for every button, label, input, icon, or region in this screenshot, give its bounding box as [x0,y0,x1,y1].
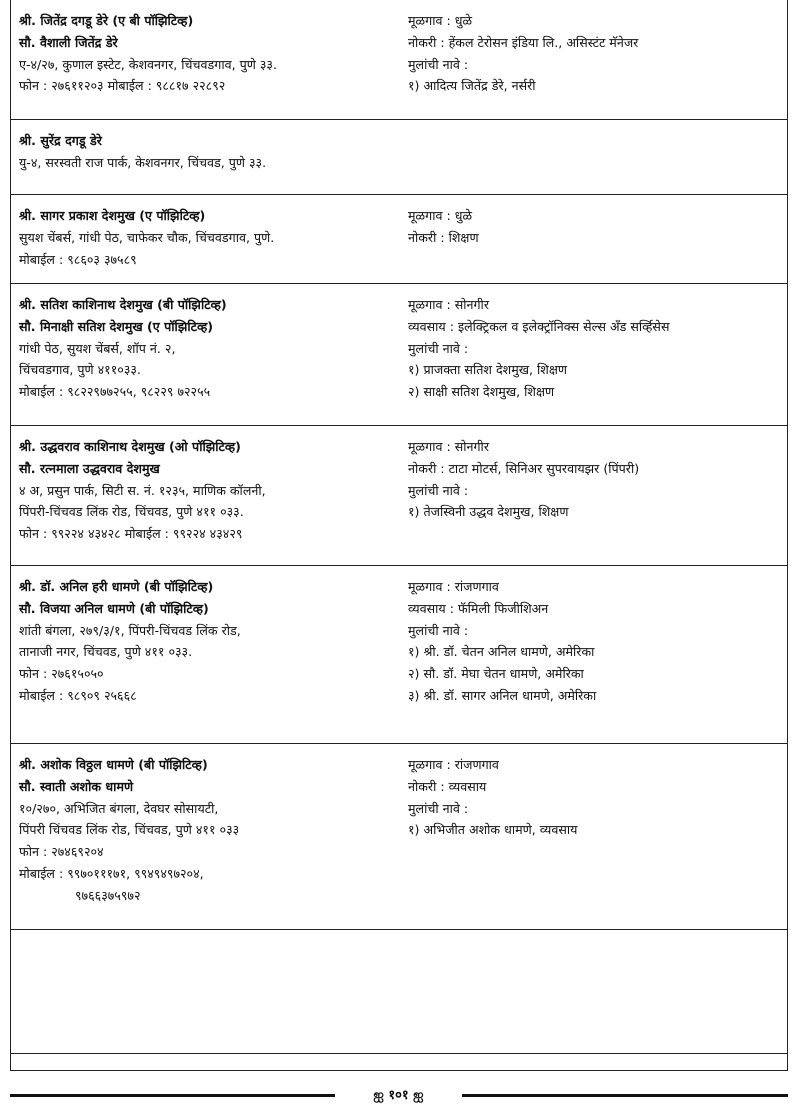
entry-text-line: ४ अ, प्रसुन पार्क, सिटी स. नं. १२३५, माणिक कॉलनी, [19,482,266,498]
entry-text-line: फोन : ९९२२४ ४३४२८ मोबाईल : ९९२२४ ४३४२९ [19,526,243,542]
entry-text-line: मुलांची नावे : [408,340,469,356]
empty-entry-box [10,930,788,1054]
entry-text-line: १) तेजस्विनी उद्धव देशमुख, शिक्षण [408,504,569,520]
entry-text-line: व्यवसाय : फॅमिली फिजीशिअन [408,600,549,616]
entry-text-line: मोबाईल : ९८६०३ ३७५८९ [19,251,137,267]
entry-details-column [408,294,780,403]
directory-entry [10,195,788,284]
entry-text-line: मोबाईल : ९८९०९ २५६६८ [19,687,137,703]
entry-name-line: श्री. सागर प्रकाश देशमुख (ए पॉझिटिव्ह) [19,208,206,223]
entry-contact-column [19,754,399,907]
entry-text-line: मूळगाव : धुळे [408,208,473,223]
entry-text-line: पिंपरी-चिंचवड लिंक रोड, चिंचवड, पुणे ४११ ०३३. [19,504,244,520]
entry-text-line: मुलांची नावे : [408,482,469,498]
entry-text-line: व्यवसाय : इलेक्ट्रिकल व इलेक्ट्रॉनिक्स सेल्स अँड सर्व्हिसेस [408,318,670,334]
entry-details-column [408,436,780,523]
entry-text-line: १) श्री. डॉ. चेतन अनिल धामणे, अमेरिका [408,644,595,660]
entry-name-line: श्री. उद्धवराव काशिनाथ देशमुख (ओ पॉझिटिव्ह) [19,439,241,454]
entry-text-line: १) आदित्य जितेंद्र डेरे, नर्सरी [408,78,536,94]
entry-name-line: सौ. रत्नमाला उद्धवराव देशमुख [19,460,160,476]
entry-name-line: श्री. सुरेंद्र दगडू डेरे [19,133,102,148]
entry-text-line: २) सौ. डॉ. मेघा चेतन धामणे, अमेरिका [408,666,584,682]
entry-text-line: मुलांची नावे : [408,56,469,72]
entry-text-line: मुलांची नावे : [408,800,469,816]
entry-details-column [408,10,780,97]
directory-entry [10,426,788,566]
entry-text-line: १०/२७०, अभिजित बंगला, देवघर सोसायटी, [19,800,219,816]
entry-text-line: शांती बंगला, २७९/३/१, पिंपरी-चिंचवड लिंक रोड, [19,622,241,638]
entry-details-column [408,754,780,841]
entry-text-line: १) प्राजक्ता सतिश देशमुख, शिक्षण [408,362,568,378]
entry-text-line: फोन : २७४६९२०४ [19,844,104,860]
entry-contact-column [19,576,399,707]
entry-contact-column [19,10,399,97]
footer-rule-right [462,1094,788,1097]
entry-contact-column [19,294,399,403]
entry-text-line: मोबाईल : ९९७०१११७१, ९९४९४९७२०४, [19,865,204,881]
entry-text-line: ए-४/२७, कुणाल इस्टेट, केशवनगर, चिंचवडगाव, पुणे ३३. [19,56,277,72]
directory-entry [10,0,788,120]
page-footer [10,1086,788,1106]
directory-entry [10,284,788,426]
entry-details-column [408,576,780,707]
page-number-text: १०१ [388,1088,409,1103]
entry-text-line: ३) श्री. डॉ. सागर अनिल धामणे, अमेरिका [408,687,597,703]
directory-entry [10,120,788,195]
entry-text-line: मोबाईल : ९८२२९७७२५५, ९८२२९ ७२२५५ [19,384,211,400]
entry-text-line: फोन : २७६११२०३ मोबाईल : ९८८१७ २२८९२ [19,78,226,94]
entry-text-line: पिंपरी चिंचवड लिंक रोड, चिंचवड, पुणे ४११ ०३३ [19,822,240,838]
directory-entry [10,744,788,930]
footer-ornament-right: ஐ [413,1088,424,1103]
entry-name-line: सौ. वैशाली जितेंद्र डेरे [19,34,118,50]
entry-text-line: मूळगाव : धुळे [408,13,473,28]
entry-text-line: मूळगाव : रांजणगाव [408,757,499,772]
entry-text-line: मुलांची नावे : [408,622,469,638]
entry-text-line: फोन : २७६१५०५० [19,666,104,682]
entry-text-line: १) अभिजीत अशोक धामणे, व्यवसाय [408,822,578,838]
entry-text-line: नोकरी : व्यवसाय [408,778,487,794]
entry-text-line: मूळगाव : सोनगीर [408,297,489,312]
page-number [335,1086,462,1105]
entry-name-line: सौ. विजया अनिल धामणे (बी पॉझिटिव्ह) [19,600,209,616]
entry-contact-column [19,436,399,545]
entry-name-line: सौ. स्वाती अशोक धामणे [19,778,134,794]
entry-text-line: नोकरी : हेंकल टेरोसन इंडिया लि., असिस्टंट मॅनेजर [408,34,639,50]
entry-text-line: यु-४, सरस्वती राज पार्क, केशवनगर, चिंचवड, पुणे ३३. [19,154,267,170]
footer-rule-left [10,1094,335,1097]
entry-name-line: श्री. सतिश काशिनाथ देशमुख (बी पॉझिटिव्ह) [19,297,227,312]
entry-name-line: सौ. मिनाक्षी सतिश देशमुख (ए पॉझिटिव्ह) [19,318,214,334]
entry-text-line: २) साक्षी सतिश देशमुख, शिक्षण [408,384,555,400]
entry-text-line: मूळगाव : रांजणगाव [408,579,499,594]
entry-text-line: नोकरी : शिक्षण [408,229,479,245]
entry-text-line: ९७६६३७५९७२ [75,887,141,903]
entry-name-line: श्री. डॉ. अनिल हरी धामणे (बी पॉझिटिव्ह) [19,579,214,594]
entry-text-line: मूळगाव : सोनगीर [408,439,489,454]
footer-ornament-left: ஐ [373,1088,384,1103]
entry-name-line: श्री. जितेंद्र दगडू डेरे (ए बी पॉझिटिव्ह) [19,13,194,28]
entry-name-line: श्री. अशोक विठ्ठल धामणे (बी पॉझिटिव्ह) [19,757,208,772]
entry-text-line: तानाजी नगर, चिंचवड, पुणे ४११ ०३३. [19,644,193,660]
directory-entry [10,566,788,744]
entry-contact-column [19,205,399,270]
entry-text-line: गांधी पेठ, सुयश चेंबर्स, शॉप नं. २, [19,340,176,356]
entry-details-column [408,205,780,249]
entry-contact-column [19,130,399,174]
entry-text-line: सुयश चेंबर्स, गांधी पेठ, चाफेकर चौक, चिंचवडगाव, पुणे. [19,229,275,245]
entry-text-line: नोकरी : टाटा मोटर्स, सिनिअर सुपरवायझर (पिंपरी) [408,460,640,476]
entry-text-line: चिंचवडगाव, पुणे ४११०३३. [19,362,141,378]
